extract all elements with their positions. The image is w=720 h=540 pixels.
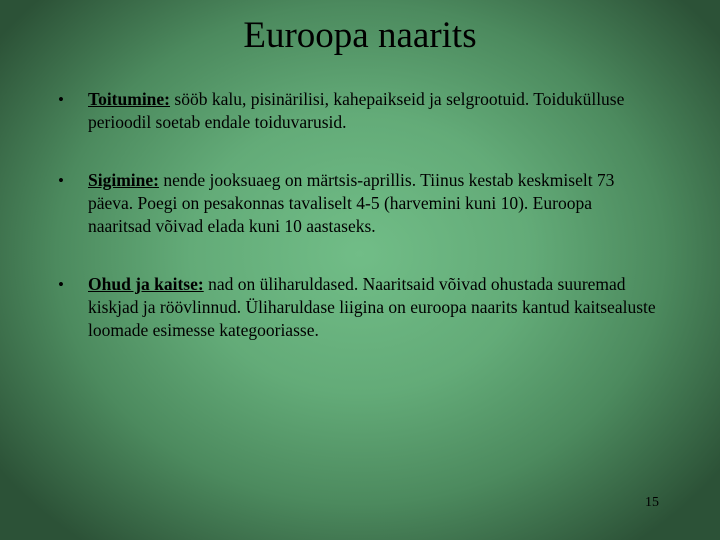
bullet-text: nende jooksuaeg on märtsis-aprillis. Tiinus kestab keskmiselt 73 päeva. Poegi on pesakonnas tavaliselt 4-5 (harvemini kuni 10). Euroopa naaritsad võivad elada kuni 10 aastaseks. (88, 170, 615, 236)
bullet-list (56, 88, 656, 377)
slide-title: Euroopa naarits (243, 15, 477, 56)
bullet-heading: Sigimine: (88, 170, 159, 190)
bullet-text: sööb kalu, pisinärilisi, kahepaikseid ja selgrootuid. Toidukülluse perioodil soetab endale toiduvarusid. (88, 89, 625, 132)
bullet-dot-icon: • (58, 171, 64, 190)
bullet-item-ohud-ja-kaitse (56, 273, 656, 342)
bullet-item-sigimine (56, 169, 656, 238)
page-number: 15 (645, 495, 659, 510)
bullet-dot-icon: • (58, 90, 64, 109)
bullet-heading: Ohud ja kaitse: (88, 274, 204, 294)
bullet-item-toitumine (56, 88, 656, 134)
bullet-text: nad on üliharuldased. Naaritsaid võivad ohustada suuremad kiskjad ja röövlinnud. Üliharuldase liigina on euroopa naarits kantud kaitsealuste loomade esimesse kategooriasse. (88, 274, 656, 340)
bullet-heading: Toitumine: (88, 89, 171, 109)
bullet-dot-icon: • (58, 275, 64, 294)
